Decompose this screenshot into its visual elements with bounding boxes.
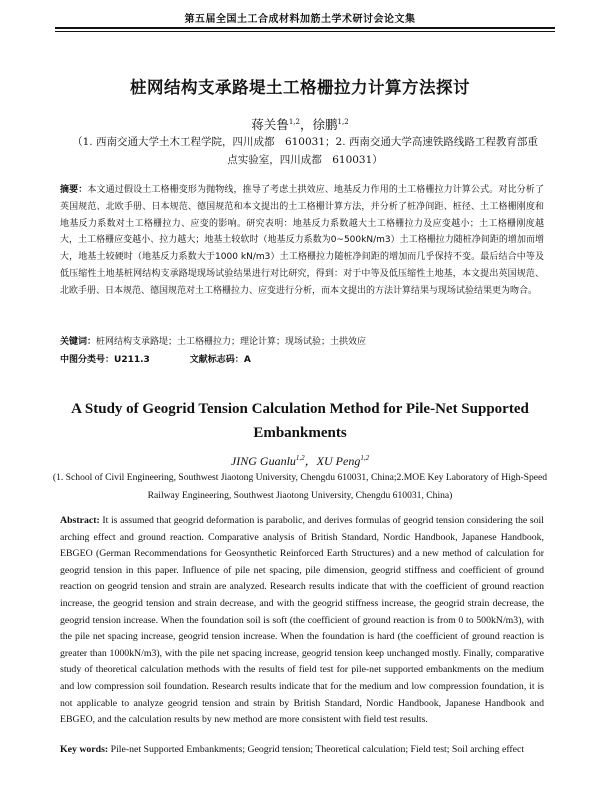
author-separator: ， xyxy=(299,117,313,132)
classification-line xyxy=(60,352,544,368)
author-name: JING Guanlu xyxy=(230,454,296,468)
running-header: 第五届全国土工合成材料加筋土学术研讨会论文集 xyxy=(184,14,416,25)
classification-value: U211.3 xyxy=(114,355,150,365)
document-code-value: A xyxy=(243,355,251,365)
chinese-keywords-text: 桩网结构支承路堤；土工格栅拉力；理论计算；现场试验；土拱效应 xyxy=(96,337,367,347)
chinese-title: 桩网结构支承路堤土工格栅拉力计算方法探讨 xyxy=(130,78,470,97)
author-name: XU Peng xyxy=(316,454,361,468)
english-abstract-text: It is assumed that geogrid deformation is parabolic, and derives formulas of geogrid tension considering the soil arching effect and ground reaction. Comparative analysis of British Standard, Nordic Handbook, Japanese Handbook, EBGEO (German Recommendations for Geosynthetic Reinforced Earth Structures) and a new method of calculation for geogrid tension in this paper. Influence of pile net spacing, pile dimension, geogrid stiffness and coefficient of ground reaction on geogrid tension and strain are analyzed. Research results indicate that with the coefficient of ground reaction increase, the geogrid tension and strain decrease, and with the geogrid stiffness increase, the geogrid strain decrease, the geogrid tension increase. When the foundation soil is soft (the coefficient of ground reaction is from 0 to 500kN/m3), with the pile net spacing increase, geogrid tension increase. When the foundation is hard (the coefficient of ground reaction is greater than 1000kN/m3), with the pile net spacing increase, geogrid tension keep unchanged mostly. Finally, comparative study of theoretical calculation methods with the results of field test for pile-net supported embankments on the medium and low compression soil foundation. Research results indicate that for the medium and low compression foundation, it is not applicable to analyze geogrid tension and strain by British Standard, Nordic Handbook, Japanese Handbook and EBGEO, and the calculation results by new method are more consistent with field test results. xyxy=(60,515,544,726)
english-authors xyxy=(0,452,600,469)
chinese-abstract-label: 摘要： xyxy=(60,185,88,195)
chinese-keywords-label: 关键词： xyxy=(60,337,97,347)
author-affiliation-mark: 1,2 xyxy=(288,117,300,126)
author-separator: ， xyxy=(304,454,317,468)
chinese-keywords xyxy=(60,334,544,350)
classification-label: 中图分类号： xyxy=(60,355,115,365)
english-keywords-label: Key words: xyxy=(60,744,109,755)
chinese-abstract xyxy=(60,182,544,300)
author-affiliation-mark: 1,2 xyxy=(337,117,349,126)
english-affiliation: (1. School of Civil Engineering, Southwest Jiaotong University, Chengdu 610031, China;2.MOE Key Laboratory of High-Speed Railway Engineering, Southwest Jiaotong University, Chengdu 610031, China) xyxy=(52,472,548,501)
header-rule-thin xyxy=(55,31,555,32)
document-code-label: 文献标志码： xyxy=(189,355,244,365)
chinese-affiliation: （1. 西南交通大学土木工程学院，四川成都 610031；2. 西南交通大学高速铁路线路工程教育部重点实验室，四川成都 610031） xyxy=(72,136,538,166)
english-abstract xyxy=(60,513,544,729)
author-affiliation-mark: 1,2 xyxy=(360,454,370,462)
chinese-authors xyxy=(0,115,600,133)
english-title: A Study of Geogrid Tension Calculation Method for Pile-Net Supported Embankments xyxy=(71,401,529,441)
english-abstract-label: Abstract: xyxy=(60,515,100,526)
english-keywords xyxy=(60,742,544,758)
header-rule xyxy=(55,27,555,29)
author-affiliation-mark: 1,2 xyxy=(295,454,305,462)
author-name: 蒋关鲁 xyxy=(251,117,289,132)
chinese-abstract-text: 本文通过假设土工格栅变形为抛物线，推导了考虑土拱效应、地基反力作用的土工格栅拉力计算公式。对比分析了英国规范、北欧手册、日本规范、德国规范和本文提出的土工格栅计算方法，并分析了桩净间距、桩径、土工格栅刚度和地基反力系数对土工格栅拉力、应变的影响。研究表明：地基反力系数越大土工格栅拉力及应变越小；土工格栅刚度越大，土工格栅应变越小、拉力越大；地基土较软时（地基反力系数为0~500kN/m3）土工格栅拉力随桩净间距的增加而增大，地基土较硬时（地基反力系数大于1000 kN/m3）土工格栅拉力随桩净间距的增加而几乎保持不变。最后结合中等及低压缩性土地基桩网结构支承路堤现场试验结果进行对比研究，得到：对于中等及低压缩性土地基，本文提出英国规范、北欧手册、日本规范、德国规范对土工格栅拉力、应变进行分析，而本文提出的方法计算结果与现场试验结果更为吻合。 xyxy=(60,185,544,296)
english-keywords-text: Pile-net Supported Embankments; Geogrid tension; Theoretical calculation; Field test; Soil arching effect xyxy=(110,744,525,755)
author-name: 徐鹏 xyxy=(312,117,338,132)
